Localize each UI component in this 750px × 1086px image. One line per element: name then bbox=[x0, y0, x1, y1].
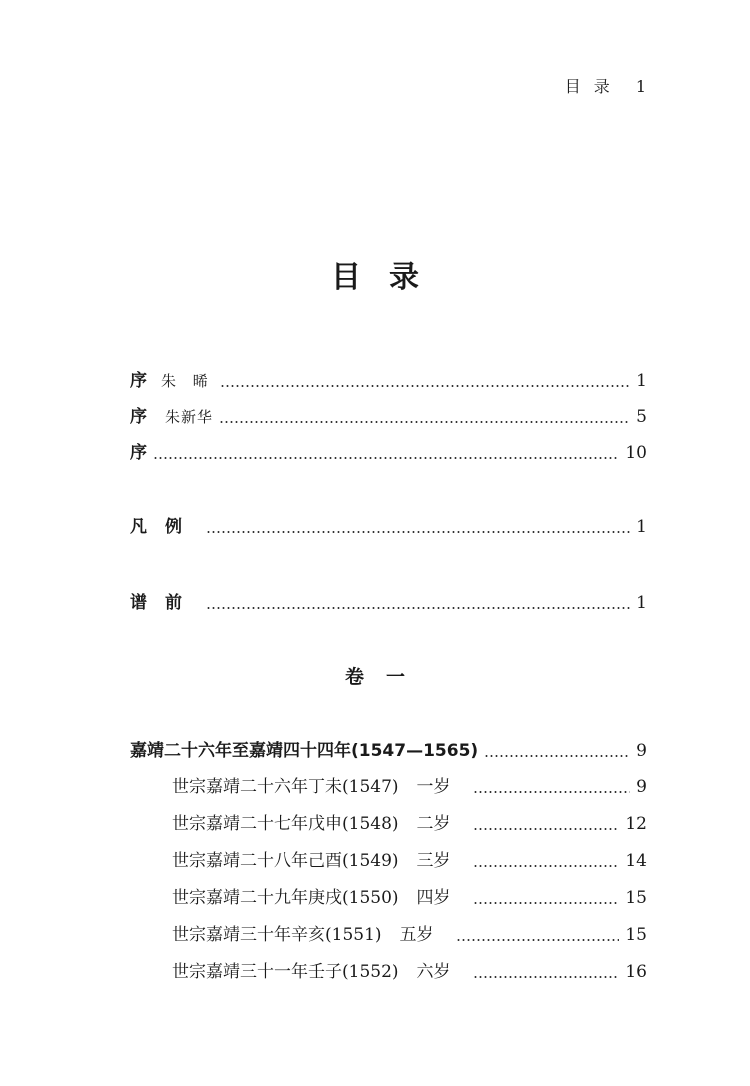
toc-entry-page: 15 bbox=[625, 925, 647, 945]
toc-entry-page: 1 bbox=[636, 593, 647, 613]
page-title: 目录 bbox=[331, 260, 447, 295]
toc-entry-preface-2[interactable] bbox=[130, 402, 647, 432]
toc-entry-label: 谱前 bbox=[130, 593, 200, 613]
toc-entry-age: 五岁 bbox=[399, 925, 434, 945]
dot-leader bbox=[206, 607, 630, 609]
toc-entry-label: 世宗嘉靖二十九年庚戌(1550) bbox=[172, 888, 399, 908]
toc-entry-year[interactable] bbox=[172, 809, 647, 839]
running-header bbox=[565, 74, 646, 97]
toc-entry-age: 二岁 bbox=[416, 814, 451, 834]
toc-entry-author: 朱 晞 bbox=[161, 372, 214, 390]
running-header-title: 目 录 bbox=[564, 77, 614, 96]
toc-entry-page: 15 bbox=[625, 888, 647, 908]
volume-title: 卷一 bbox=[344, 666, 427, 688]
dot-leader bbox=[473, 865, 620, 867]
dot-leader bbox=[456, 939, 620, 941]
toc-entry-notes[interactable] bbox=[130, 512, 647, 542]
toc-entry-label: 凡例 bbox=[130, 517, 200, 537]
toc-entry-year[interactable] bbox=[172, 883, 647, 913]
toc-entry-label: 序 bbox=[130, 407, 147, 427]
dot-leader bbox=[220, 385, 630, 387]
toc-entry-label: 世宗嘉靖二十六年丁未(1547) bbox=[172, 777, 399, 797]
toc-entry-age: 一岁 bbox=[416, 777, 451, 797]
toc-entry-age: 三岁 bbox=[416, 851, 451, 871]
toc-entry-label: 世宗嘉靖三十一年壬子(1552) bbox=[172, 962, 399, 982]
toc-entry-year[interactable] bbox=[172, 846, 647, 876]
toc-entry-author: 朱新华 bbox=[165, 408, 214, 426]
toc-entry-label: 序 bbox=[130, 371, 147, 391]
toc-entry-page: 14 bbox=[625, 851, 647, 871]
toc-entry-page: 1 bbox=[636, 517, 647, 537]
toc-entry-part[interactable] bbox=[130, 736, 647, 766]
dot-leader bbox=[473, 976, 620, 978]
toc-entry-label: 世宗嘉靖二十八年己酉(1549) bbox=[172, 851, 399, 871]
toc-entry-preface-1[interactable] bbox=[130, 366, 647, 396]
toc-entry-label: 序 bbox=[130, 443, 147, 463]
dot-leader bbox=[484, 755, 630, 757]
dot-leader bbox=[219, 421, 630, 423]
dot-leader bbox=[206, 531, 630, 533]
toc-entry-prelude[interactable] bbox=[130, 588, 647, 618]
dot-leader bbox=[473, 902, 620, 904]
toc-entry-label: 世宗嘉靖二十七年戊申(1548) bbox=[172, 814, 399, 834]
toc-entry-page: 9 bbox=[636, 777, 647, 797]
toc-entry-page: 1 bbox=[636, 371, 647, 391]
toc-entry-age: 四岁 bbox=[416, 888, 451, 908]
toc-entry-year[interactable] bbox=[172, 957, 647, 987]
dot-leader bbox=[473, 791, 631, 793]
toc-entry-page: 10 bbox=[625, 443, 647, 463]
toc-entry-page: 16 bbox=[625, 962, 647, 982]
toc-entry-label: 嘉靖二十六年至嘉靖四十四年(1547—1565) bbox=[130, 741, 479, 761]
running-header-page-number: 1 bbox=[635, 77, 646, 96]
toc-entry-age: 六岁 bbox=[416, 962, 451, 982]
toc-entry-page: 9 bbox=[636, 741, 647, 761]
toc-entry-year[interactable] bbox=[172, 920, 647, 950]
dot-leader bbox=[153, 457, 619, 459]
toc-entry-label: 世宗嘉靖三十年辛亥(1551) bbox=[172, 925, 382, 945]
toc-entry-year[interactable] bbox=[172, 772, 647, 802]
toc-entry-page: 12 bbox=[625, 814, 647, 834]
dot-leader bbox=[473, 828, 620, 830]
toc-entry-page: 5 bbox=[636, 407, 647, 427]
toc-entry-preface-3[interactable] bbox=[130, 438, 647, 468]
